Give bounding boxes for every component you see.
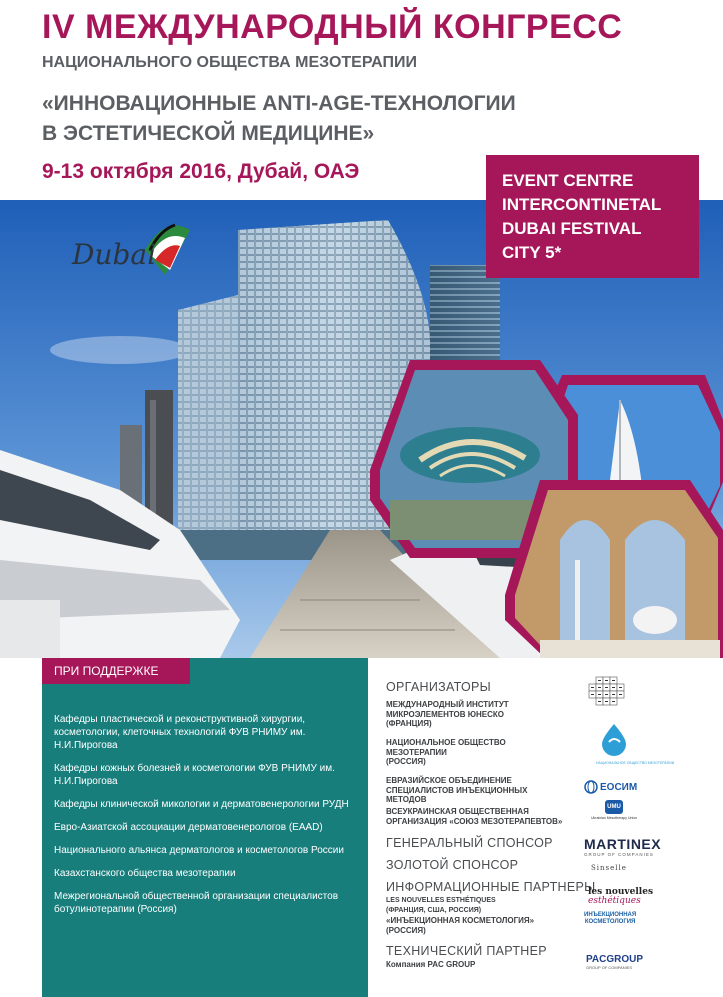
organizer-2-line1: НАЦИОНАЛЬНОЕ ОБЩЕСТВО bbox=[386, 738, 506, 747]
les-nouvelles-logo-line2: esthétiques bbox=[588, 896, 641, 906]
dubai-logo-text: Dubai bbox=[72, 238, 157, 271]
support-item: Межрегиональной общественной организации специалистов ботулинотерапии (Россия) bbox=[54, 891, 339, 915]
general-sponsor-heading: ГЕНЕРАЛЬНЫЙ СПОНСОР bbox=[386, 836, 553, 850]
congress-theme bbox=[42, 89, 516, 149]
venue-line2: INTERCONTINETAL bbox=[502, 195, 662, 214]
congress-subtitle: НАЦИОНАЛЬНОГО ОБЩЕСТВА МЕЗОТЕРАПИИ bbox=[42, 54, 417, 71]
congress-dates: 9-13 октября 2016, Дубай, ОАЭ bbox=[42, 160, 360, 183]
organizer-4 bbox=[386, 807, 562, 826]
mesotherapy-society-logo bbox=[596, 722, 675, 768]
pac-group-logo bbox=[586, 954, 643, 970]
eosim-logo bbox=[584, 778, 644, 796]
pac-group-logo-text: PACGROUP bbox=[586, 954, 644, 965]
pac-group-logo-sub: GROUP OF COMPANIES bbox=[586, 965, 633, 970]
tech-partner-name: Компания PAC GROUP bbox=[386, 960, 476, 969]
les-nouvelles-logo bbox=[588, 888, 653, 906]
umu-logo-text: Ukrainian Mesotherapy Union bbox=[591, 816, 638, 820]
unesco-institute-logo bbox=[584, 676, 632, 710]
organizer-2 bbox=[386, 738, 506, 767]
organizer-1-line1: МЕЖДУНАРОДНЫЙ ИНСТИТУТ bbox=[386, 700, 509, 709]
injection-cosmetology-logo-line1: ИНЪЕКЦИОННАЯ bbox=[584, 912, 637, 918]
mosque-hexagon bbox=[505, 480, 723, 658]
support-item: Евро-Азиатской ассоциации дерматовенерологов (EAAD) bbox=[54, 822, 323, 833]
injection-cosmetology-logo-line2: КОСМЕТОЛОГИЯ bbox=[584, 919, 636, 925]
support-panel bbox=[42, 658, 368, 997]
venue-box bbox=[486, 155, 699, 278]
organizer-2-line2: МЕЗОТЕРАПИИ bbox=[386, 747, 447, 757]
organizer-1-line2: МИКРОЭЛЕМЕНТОВ ЮНЕСКО bbox=[386, 709, 505, 719]
umu-logo bbox=[591, 800, 641, 826]
organizer-3-line3: МЕТОДОВ bbox=[386, 795, 427, 804]
periodic-grid-icon bbox=[584, 676, 632, 710]
eosim-globe-icon bbox=[584, 780, 598, 794]
info-partner-1-line1: LES NOUVELLES ESTHÉTIQUES bbox=[386, 897, 496, 904]
venue-line4: CITY 5* bbox=[502, 243, 562, 262]
info-partner-1-line2: (ФРАНЦИЯ, США, РОССИЯ) bbox=[386, 906, 482, 914]
organizer-3-line2: СПЕЦИАЛИСТОВ ИНЪЕКЦИОННЫХ bbox=[386, 785, 528, 795]
organizer-3-line1: ЕВРАЗИЙСКОЕ ОБЪЕДИНЕНИЕ bbox=[386, 776, 512, 785]
eosim-logo-text: ЕОСИМ bbox=[600, 781, 638, 793]
support-item: Национального альянса дерматологов и косметологов России bbox=[54, 845, 344, 856]
mesotherapy-society-logo-text: НАЦИОНАЛЬНОЕ ОБЩЕСТВО МЕЗОТЕРАПИИ bbox=[596, 761, 675, 765]
tech-partner-heading: ТЕХНИЧЕСКИЙ ПАРТНЕР bbox=[386, 944, 547, 958]
congress-title: IV МЕЖДУНАРОДНЫЙ КОНГРЕСС bbox=[42, 8, 623, 46]
martinex-logo-text: MARTINEX bbox=[584, 836, 662, 852]
info-partner-2-line2: (РОССИЯ) bbox=[386, 925, 426, 935]
organizer-1 bbox=[386, 700, 509, 729]
martinex-logo-sub: GROUP OF COMPANIES bbox=[584, 852, 654, 857]
info-partner-2 bbox=[386, 916, 534, 935]
support-item: Казахстанского общества мезотерапии bbox=[54, 868, 236, 879]
venue-line3: DUBAI FESTIVAL bbox=[502, 219, 642, 238]
organizer-1-line3: (ФРАНЦИЯ) bbox=[386, 719, 432, 728]
organizers-heading: ОРГАНИЗАТОРЫ bbox=[386, 680, 492, 694]
congress-theme-line2: В ЭСТЕТИЧЕСКОЙ МЕДИЦИНЕ» bbox=[42, 122, 375, 145]
organizer-4-line2: ОРГАНИЗАЦИЯ «СОЮЗ МЕЗОТЕРАПЕВТОВ» bbox=[386, 816, 563, 826]
gold-sponsor-logo bbox=[591, 857, 627, 875]
organizers-area bbox=[386, 658, 723, 997]
gold-sponsor-logo-text: Sinselle bbox=[591, 864, 627, 872]
support-item: Кафедры пластической и реконструктивной хирургии, косметологии, клеточных технологий ФУВ РНИМУ им. Н.И.Пирогова bbox=[54, 714, 306, 751]
umu-logo-mark: UMU bbox=[605, 800, 623, 814]
gold-sponsor-heading: ЗОЛОТОЙ СПОНСОР bbox=[386, 858, 519, 872]
organizer-4-line1: ВСЕУКРАИНСКАЯ ОБЩЕСТВЕННАЯ bbox=[386, 807, 529, 816]
info-partner-1 bbox=[386, 896, 496, 915]
organizer-2-line3: (РОССИЯ) bbox=[386, 757, 426, 766]
les-nouvelles-logo-line1: les nouvelles bbox=[588, 887, 654, 897]
info-partner-2-line1: «ИНЪЕКЦИОННАЯ КОСМЕТОЛОГИЯ» bbox=[386, 916, 535, 925]
support-item: Кафедры клинической микологии и дерматовенерологии РУДН bbox=[54, 799, 349, 810]
support-list bbox=[54, 713, 364, 926]
injection-cosmetology-logo bbox=[584, 912, 636, 926]
support-item: Кафедры кожных болезней и косметологии ФУВ РНИМУ им. Н.И.Пирогова bbox=[54, 763, 335, 787]
support-title: ПРИ ПОДДЕРЖКЕ bbox=[42, 658, 190, 684]
organizer-3 bbox=[386, 776, 527, 805]
water-drop-icon bbox=[596, 722, 632, 756]
bottom-section bbox=[0, 658, 723, 997]
congress-theme-line1: «ИННОВАЦИОННЫЕ ANTI-AGE-ТЕХНОЛОГИИ bbox=[42, 92, 516, 115]
martinex-logo bbox=[584, 836, 661, 857]
venue-line1: EVENT CENTRE bbox=[502, 171, 634, 190]
info-partners-heading: ИНФОРМАЦИОННЫЕ ПАРТНЕРЫ bbox=[386, 880, 596, 894]
